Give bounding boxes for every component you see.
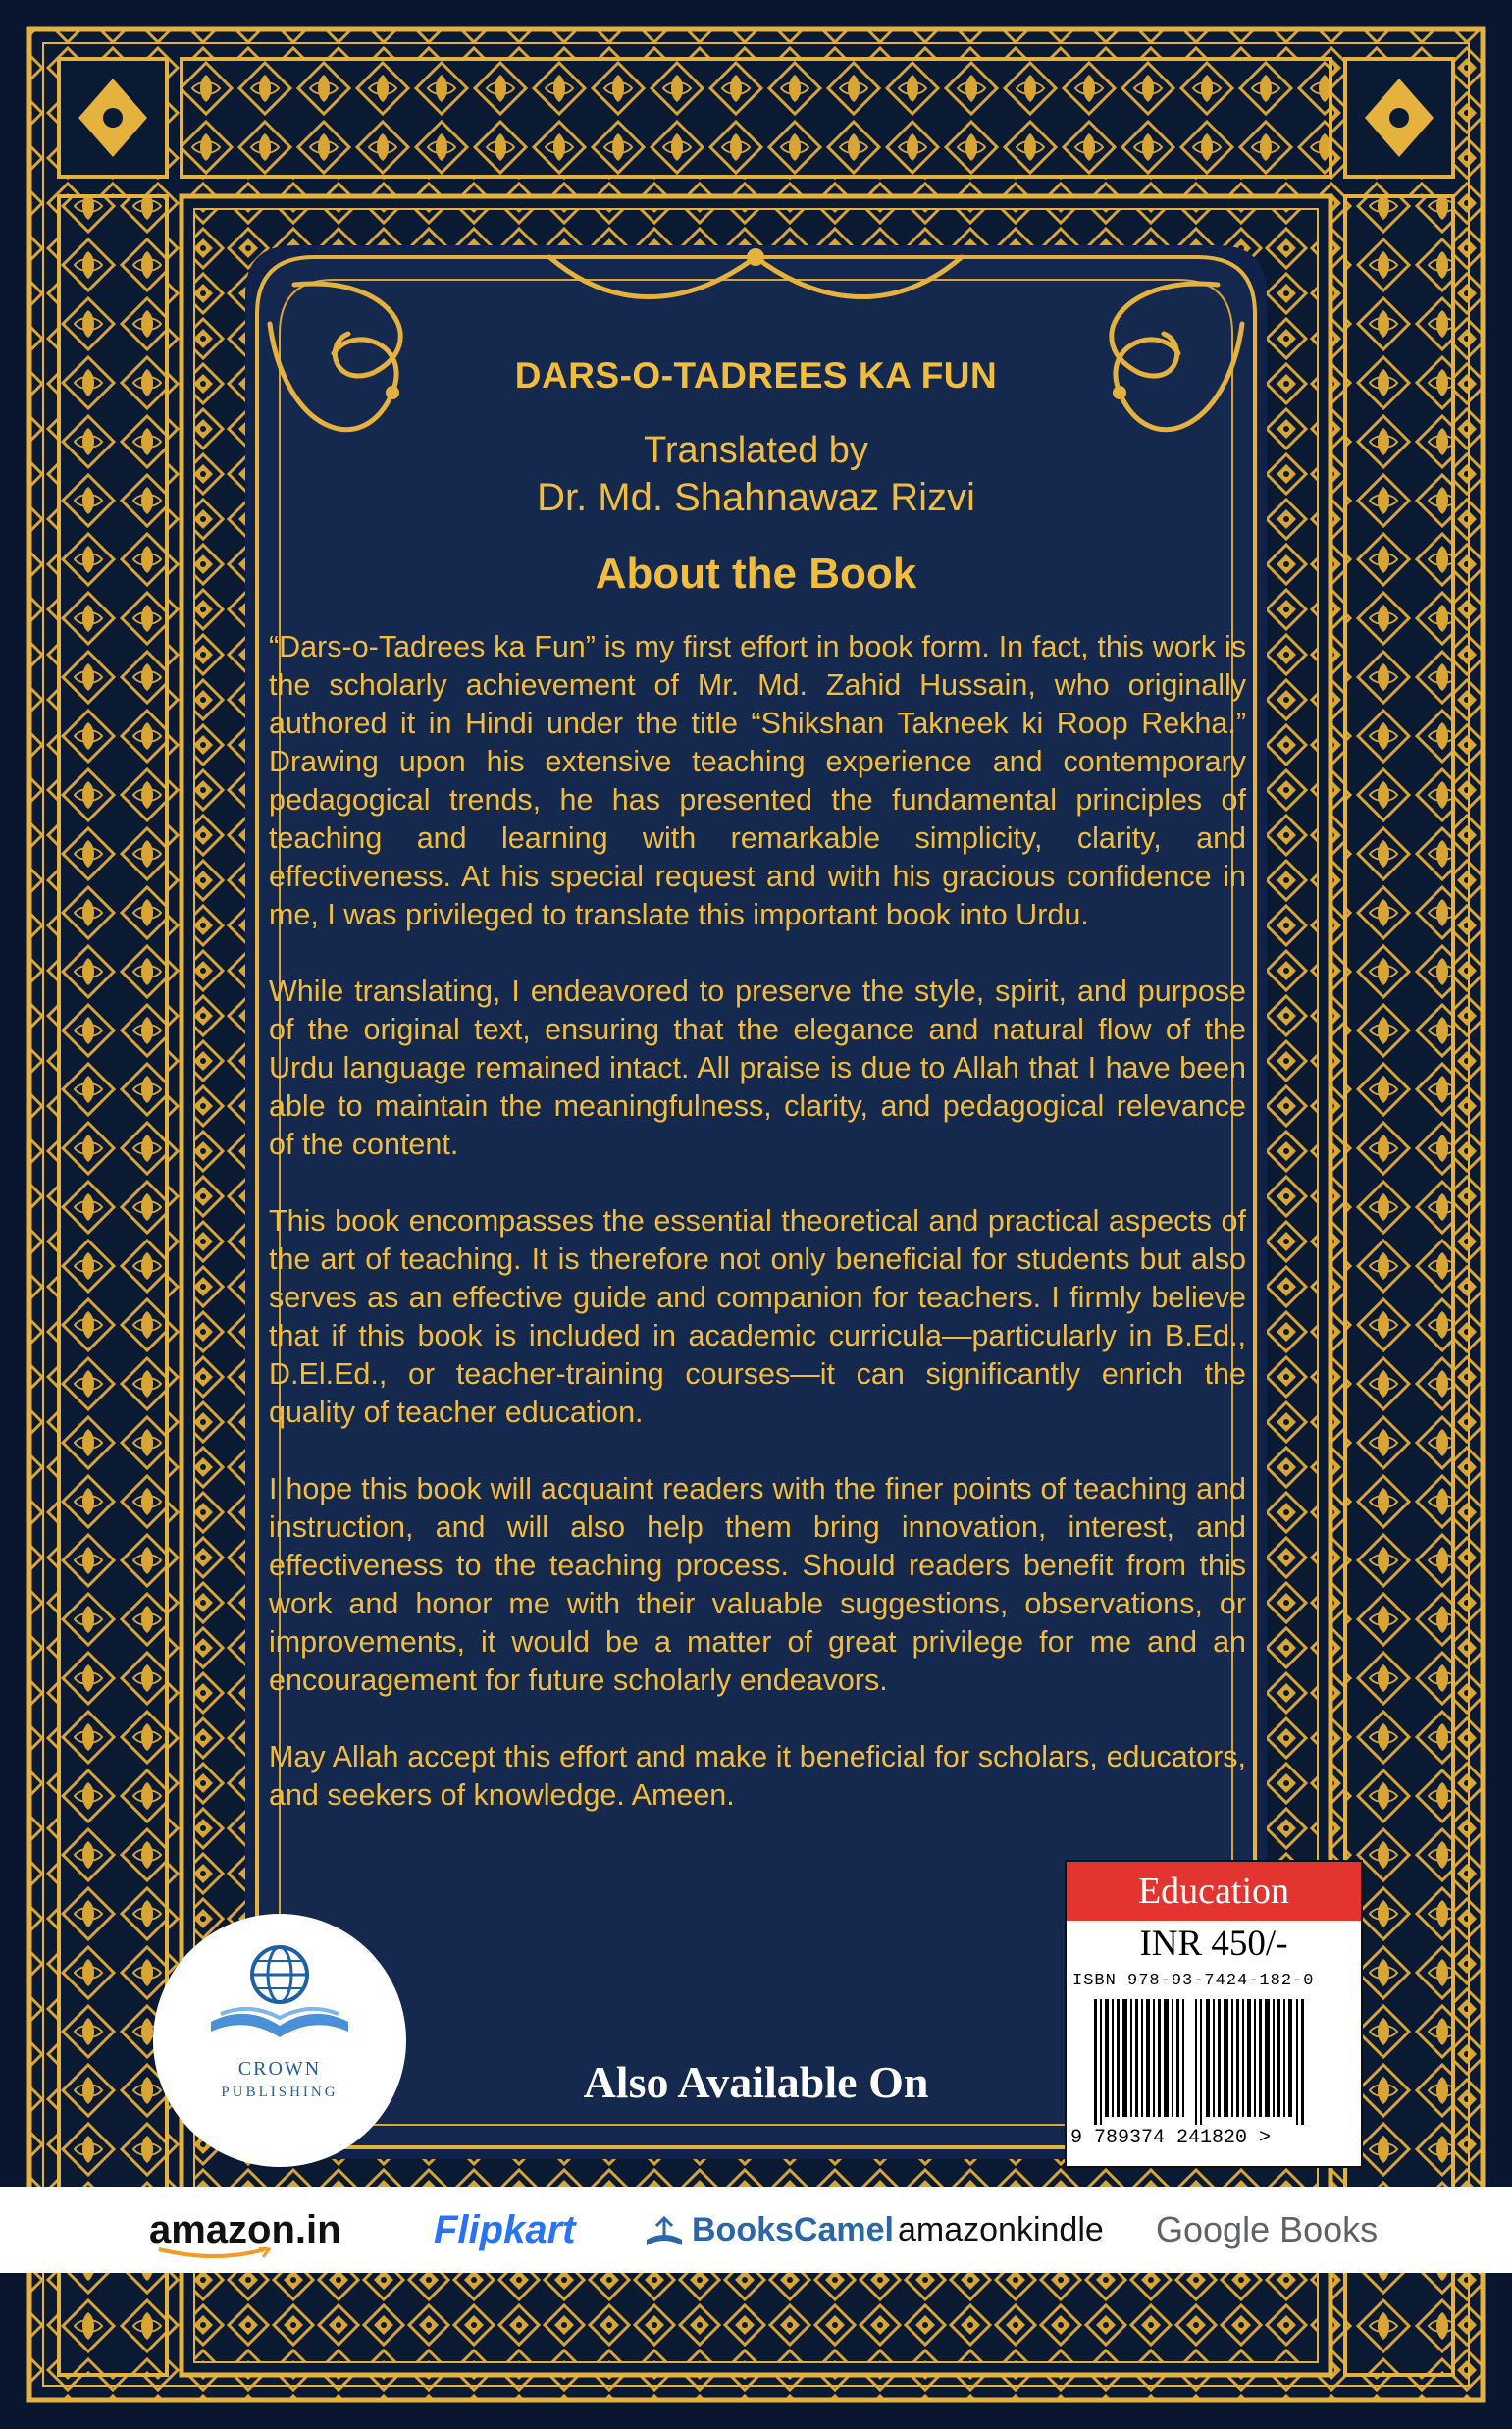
store-amazon-kindle[interactable]: amazonkindle [898, 2211, 1104, 2248]
translated-by-label: Translated by [644, 430, 868, 471]
about-paragraph-5: May Allah accept this effort and make it beneficial for scholars, educators, and seekers of knowledge. Ameen. [269, 1740, 1246, 1812]
price-barcode-box [1065, 1860, 1363, 2168]
store-flipkart[interactable]: Flipkart [434, 2208, 576, 2251]
about-paragraph-3: This book encompasses the essential theoretical and practical aspects of the art of teaching. It is therefore not only beneficial for students but also serves as an effective guide and companion for teachers. I firmly believe that if this book is included in academic curricula—particularly in B.Ed., D.El.Ed., or teacher-training courses—it can significantly enrich the quality of teacher education. [269, 1204, 1246, 1429]
about-paragraph-1: “Dars-o-Tadrees ka Fun” is my first effort in book form. In fact, this work is the scholarly achievement of Mr. Md. Zahid Hussain, who originally authored it in Hindi under the title “Shikshan Takneek ki Roop Rekha.” Drawing upon his extensive teaching experience and contemporary pedagogical trends, he has presented the fundamental principles of teaching and learning with remarkable simplicity, clarity, and effectiveness. At his special request and with his gracious confidence in me, I was privileged to translate this important book into Urdu. [269, 630, 1246, 931]
about-paragraph-2: While translating, I endeavored to preserve the style, spirit, and purpose of the original text, ensuring that the elegance and natural flow of the Urdu language remained intact. All praise is due to Allah that I have been able to maintain the meaningfulness, clarity, and pedagogical relevance of the content. [269, 975, 1246, 1161]
also-available-heading: Also Available On [583, 2057, 929, 2107]
about-paragraph-4: I hope this book will acquaint readers with the finer points of teaching and instruction, and will also help them bring innovation, interest, and effectiveness to the teaching process. Should readers benefit from this work and honor me with their valuable suggestions, observations, or improvements, it would be a matter of great privilege for me and an encouragement for future scholarly endeavors. [269, 1472, 1246, 1697]
barcode [1092, 1999, 1308, 2125]
store-bookscamel-label: BooksCamel [692, 2211, 894, 2248]
isbn-label: ISBN 978-93-7424-182-0 [1072, 1972, 1315, 1990]
about-body [269, 628, 1246, 1853]
publisher-subtitle: PUBLISHING [221, 2085, 339, 2100]
publisher-logo [153, 1914, 406, 2167]
store-logos-strip [0, 2187, 1512, 2273]
store-bookscamel[interactable] [643, 2187, 894, 2273]
amazon-smile-icon [157, 2247, 275, 2261]
store-google-books[interactable]: Google Books [1156, 2209, 1379, 2249]
price-label: INR 450/- [1139, 1924, 1288, 1964]
barcode-digits: 9 789374 241820 > [1070, 2127, 1272, 2149]
globe-book-icon [153, 1924, 406, 2061]
publisher-name: CROWN [237, 2058, 322, 2080]
books-camel-icon [643, 2212, 686, 2251]
book-title: DARS-O-TADREES KA FUN [514, 355, 998, 396]
store-amazon-in-label: amazon.in [149, 2208, 341, 2251]
translator-name: Dr. Md. Shahnawaz Rizvi [537, 476, 975, 519]
genre-label: Education [1067, 1862, 1361, 1921]
store-amazon-in[interactable] [149, 2187, 341, 2273]
about-heading: About the Book [595, 550, 917, 598]
